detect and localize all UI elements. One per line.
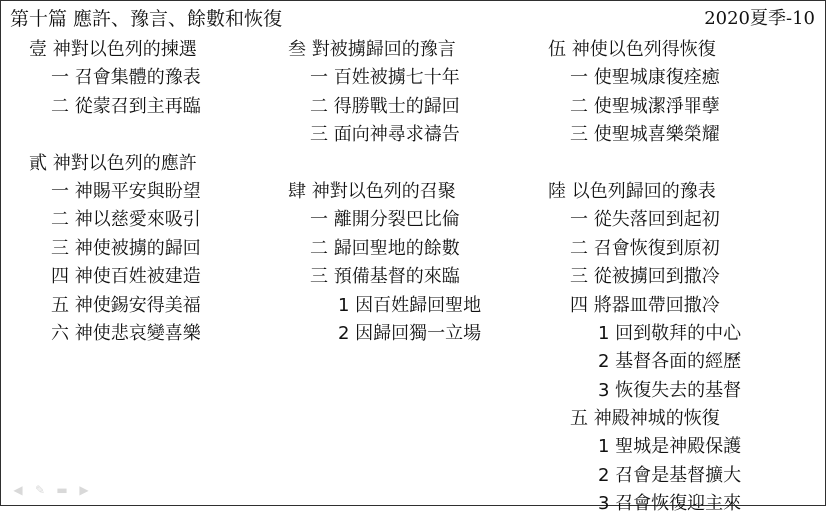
outline-heading: 陸 以色列歸回的豫表 (548, 180, 716, 202)
outline-item: 三 使聖城喜樂榮耀 (570, 124, 720, 146)
outline-item: 二 召會恢復到原初 (570, 237, 720, 259)
outline-item: 二 使聖城潔淨罪孽 (570, 95, 720, 117)
outline-item: 一 召會集體的豫表 (51, 67, 201, 89)
lesson-code: 2020夏季-10 (704, 8, 815, 29)
outline-item: 三 預備基督的來臨 (310, 266, 460, 288)
outline-item: 一 神賜平安與盼望 (51, 180, 201, 202)
back-arrow-icon[interactable]: ◀ (13, 483, 23, 497)
outline-item: 三 從被擄回到撒冷 (570, 266, 720, 288)
outline-item: 一 離開分裂巴比倫 (310, 209, 460, 231)
slideshow-nav (11, 485, 91, 495)
outline-subitem: 1 回到敬拜的中心 (598, 322, 742, 344)
page-title: 第十篇 應許、豫言、餘數和恢復 (10, 8, 283, 30)
outline-subitem: 3 恢復失去的基督 (598, 379, 742, 401)
outline-spacer (29, 121, 201, 149)
outline-heading: 叁 對被擄歸回的豫言 (288, 39, 456, 60)
forward-arrow-icon[interactable]: ▶ (79, 483, 89, 497)
outline-item: 二 神以慈愛來吸引 (51, 209, 201, 231)
outline-subitem: 2 基督各面的經歷 (598, 351, 742, 373)
outline-item: 五 神使錫安得美福 (51, 294, 201, 316)
outline-item: 一 使聖城康復痊癒 (570, 67, 720, 89)
outline-subitem: 1 聖城是神殿保護 (598, 436, 742, 458)
outline-item: 五 神殿神城的恢復 (570, 408, 720, 430)
outline-column-1 (29, 36, 201, 348)
menu-icon[interactable]: ▬ (56, 483, 68, 497)
pen-icon[interactable]: ✎ (34, 483, 46, 497)
outline-subitem: 2 因歸回獨一立場 (338, 322, 482, 344)
outline-spacer (548, 150, 741, 178)
outline-heading: 肆 神對以色列的召聚 (288, 180, 456, 202)
outline-item: 三 面向神尋求禱告 (310, 124, 460, 146)
outline-heading: 貳 神對以色列的應許 (29, 152, 197, 174)
outline-item: 六 神使悲哀變喜樂 (51, 322, 201, 344)
outline-item: 一 從失落回到起初 (570, 209, 720, 231)
outline-subitem: 1 因百姓歸回聖地 (338, 294, 482, 316)
outline-item: 四 神使百姓被建造 (51, 266, 201, 288)
outline-spacer (288, 150, 481, 178)
outline-item: 三 神使被擄的歸回 (51, 237, 201, 259)
outline-item: 二 得勝戰士的歸回 (310, 95, 460, 117)
outline-heading: 壹 神對以色列的揀選 (29, 39, 197, 60)
outline-column-2 (288, 36, 481, 348)
outline-item: 四 將器皿帶回撒冷 (570, 294, 720, 316)
outline-heading: 伍 神使以色列得恢復 (548, 39, 716, 60)
outline-item: 一 百姓被擄七十年 (310, 67, 460, 89)
outline-subitem: 2 召會是基督擴大 (598, 464, 742, 486)
outline-item: 二 歸回聖地的餘數 (310, 237, 460, 259)
outline-item: 二 從蒙召到主再臨 (51, 95, 201, 117)
outline-column-3 (548, 36, 741, 519)
outline-subitem: 3 召會恢復迎主來 (598, 493, 742, 515)
